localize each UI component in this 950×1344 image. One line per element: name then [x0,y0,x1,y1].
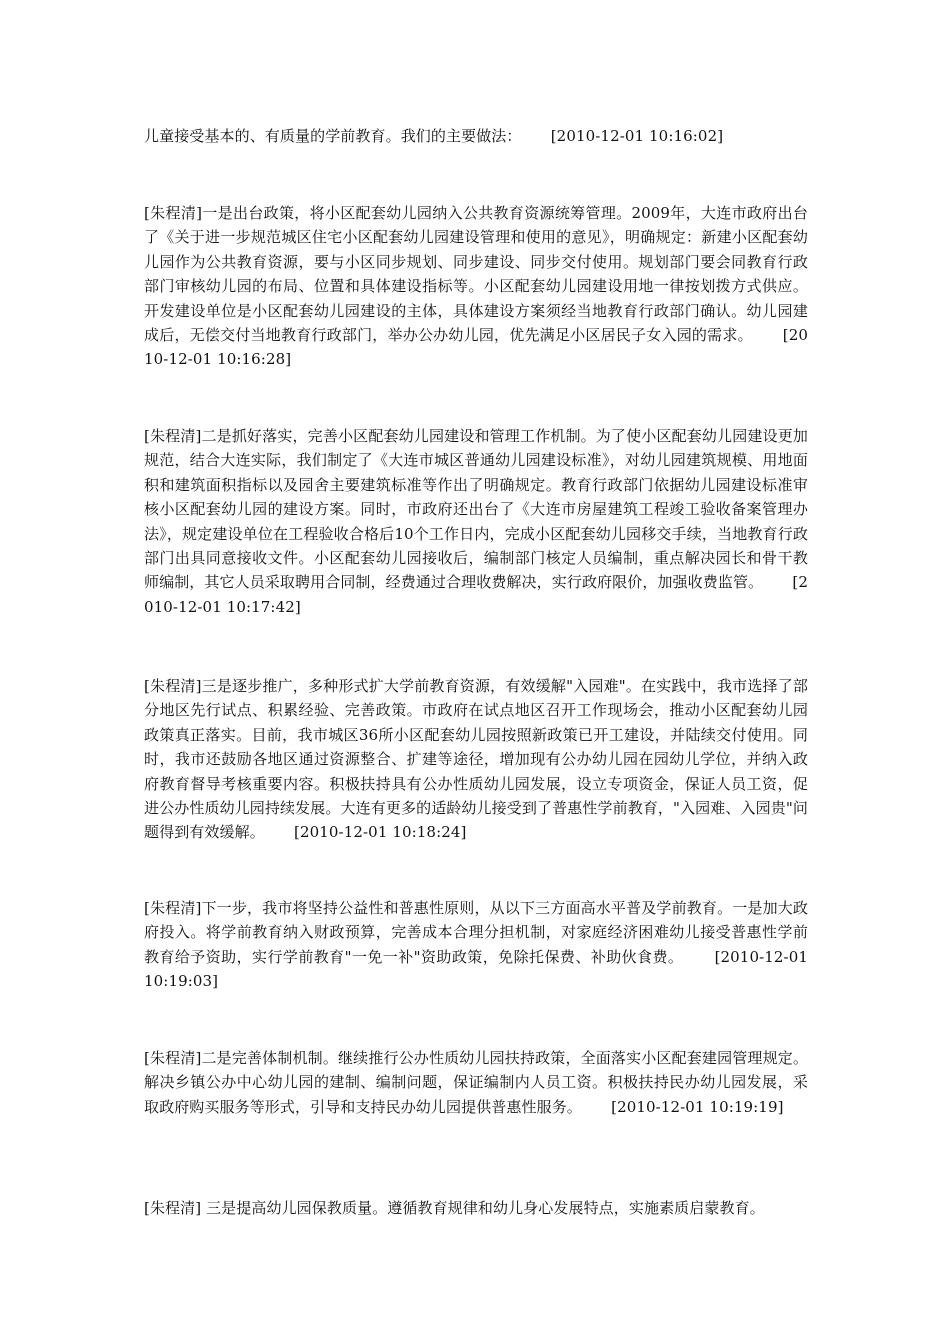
paragraph-text: 儿童接受基本的、有质量的学前教育。我们的主要做法： [144,127,522,145]
paragraph-text: [朱程清] 三是提高幼儿园保教质量。遵循教育规律和幼儿身心发展特点，实施素质启蒙教育。 [144,1199,765,1217]
timestamp: [2010-12-01 10:18:24] [294,823,467,842]
paragraph-text: [朱程清]二是完善体制机制。继续推行公办性质幼儿园扶持政策，全面落实小区配套建园管理规定。解决乡镇公办中心幼儿园的建制、编制问题，保证编制内人员工资。积极扶持民办幼儿园发展，采取政府购买服务等形式，引导和支持民办幼儿园提供普惠性服务。 [144,1049,808,1116]
paragraph-text: [朱程清]二是抓好落实，完善小区配套幼儿园建设和管理工作机制。为了使小区配套幼儿园建设更加规范，结合大连实际，我们制定了《大连市城区普通幼儿园建设标准》，对幼儿园建筑规模、用地面积和建筑面积指标以及园舍主要建筑标准等作出了明确规定。教育行政部门依据幼儿园建设标准审核小区配套幼儿园的建设方案。同时，市政府还出台了《大连市房屋建筑工程竣工验收备案管理办法》，规定建设单位在工程验收合格后10个工作日内，完成小区配套幼儿园移交手续，当地教育行政部门出具同意接收文件。小区配套幼儿园接收后，编制部门核定人员编制，重点解决园长和骨干教师编制，其它人员采取聘用合同制，经费通过合理收费解决，实行政府限价，加强收费监管。 [144,427,808,592]
timestamp: [2010-12-01 10:16:02] [550,127,724,145]
timestamp: [2010-12-01 10:17:42] [144,573,808,616]
paragraph-6 [144,1046,808,1119]
paragraph-1 [144,124,808,148]
timestamp: [2010-12-01 10:19:19] [611,1097,784,1116]
paragraph-text: [朱程清]下一步，我市将坚持公益性和普惠性原则，从以下三方面高水平普及学前教育。一是加大政府投入。将学前教育纳入财政预算，完善成本合理分担机制，对家庭经济困难幼儿接受普惠性学前教育给予资助，实行学前教育"一免一补"资助政策，免除托保费、补助伙食费。 [144,899,808,966]
paragraph-3 [144,424,808,619]
paragraph-7 [144,1196,808,1220]
timestamp: [2010-12-01 10:16:28] [144,326,808,369]
paragraph-5 [144,896,808,994]
paragraph-text: [朱程清]三是逐步推广，多种形式扩大学前教育资源，有效缓解"入园难"。在实践中，我市选择了部分地区先行试点、积累经验、完善政策。市政府在试点地区召开工作现场会，推动小区配套幼儿园政策真正落实。目前，我市城区36所小区配套幼儿园按照新政策已开工建设，并陆续交付使用。同时，我市还鼓励各地区通过资源整合、扩建等途径，增加现有公办幼儿园在园幼儿学位，并纳入政府教育督导考核重要内容。积极扶持具有公办性质幼儿园发展，设立专项资金，保证人员工资，促进公办性质幼儿园持续发展。大连有更多的适龄幼儿接受到了普惠性学前教育，"入园难、入园贵"问题得到有效缓解。 [144,677,808,842]
paragraph-4 [144,674,808,845]
paragraph-2 [144,201,808,372]
timestamp: [2010-12-01 10:19:03] [144,947,808,991]
paragraph-text: [朱程清]一是出台政策，将小区配套幼儿园纳入公共教育资源统筹管理。2009年，大连市政府出台了《关于进一步规范城区住宅小区配套幼儿园建设管理和使用的意见》，明确规定：新建小区配套幼儿园作为公共教育资源，要与小区同步规划、同步建设、同步交付使用。规划部门要会同教育行政部门审核幼儿园的布局、位置和具体建设指标等。小区配套幼儿园建设用地一律按划拨方式供应。开发建设单位是小区配套幼儿园建设的主体，具体建设方案须经当地教育行政部门确认。幼儿园建成后，无偿交付当地教育行政部门，举办公办幼儿园，优先满足小区居民子女入园的需求。 [144,204,808,345]
